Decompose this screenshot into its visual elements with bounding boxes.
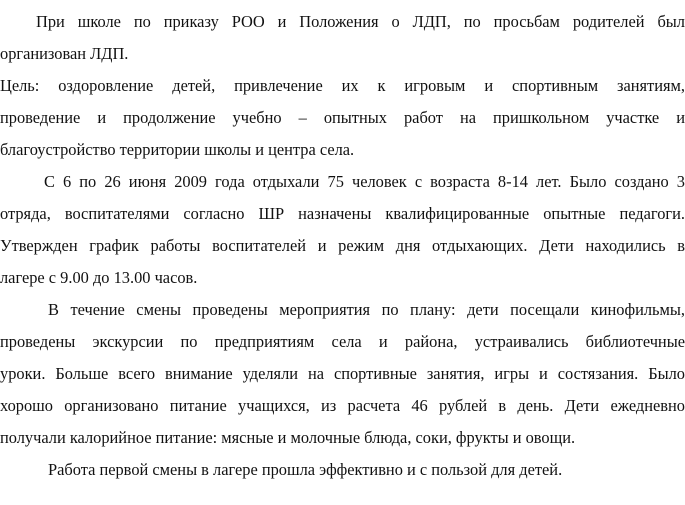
text-line: При школе по приказу РОО и Положения о ЛДП, по просьбам родителей был xyxy=(36,12,685,31)
text-line: Утвержден график работы воспитателей и режим дня отдыхающих. Дети находились в xyxy=(0,236,685,255)
text-line: организован ЛДП. xyxy=(0,44,129,63)
text-line: С 6 по 26 июня 2009 года отдыхали 75 человек с возраста 8-14 лет. Было создано 3 xyxy=(44,172,685,191)
text-line: Цель: оздоровление детей, привлечение их к игровым и спортивным занятиям, xyxy=(0,76,685,95)
text-line: проведены экскурсии по предприятиям села и района, устраивались библиотечные xyxy=(0,332,685,351)
text-line: отряда, воспитателями согласно ШР назначены квалифицированные опытные педагоги. xyxy=(0,204,685,223)
text-line: уроки. Больше всего внимание уделяли на спортивные занятия, игры и состязания. Было xyxy=(0,364,685,383)
text-line: проведение и продолжение учебно – опытных работ на пришкольном участке и xyxy=(0,108,685,127)
text-line: В течение смены проведены мероприятия по плану: дети посещали кинофильмы, xyxy=(48,300,685,319)
text-line: лагере с 9.00 до 13.00 часов. xyxy=(0,268,198,287)
text-line: хорошо организовано питание учащихся, из расчета 46 рублей в день. Дети ежедневно xyxy=(0,396,685,415)
text-line: Работа первой смены в лагере прошла эффективно и с пользой для детей. xyxy=(48,460,563,479)
text-line: получали калорийное питание: мясные и молочные блюда, соки, фрукты и овощи. xyxy=(0,428,576,447)
text-line: благоустройство территории школы и центра села. xyxy=(0,140,355,159)
